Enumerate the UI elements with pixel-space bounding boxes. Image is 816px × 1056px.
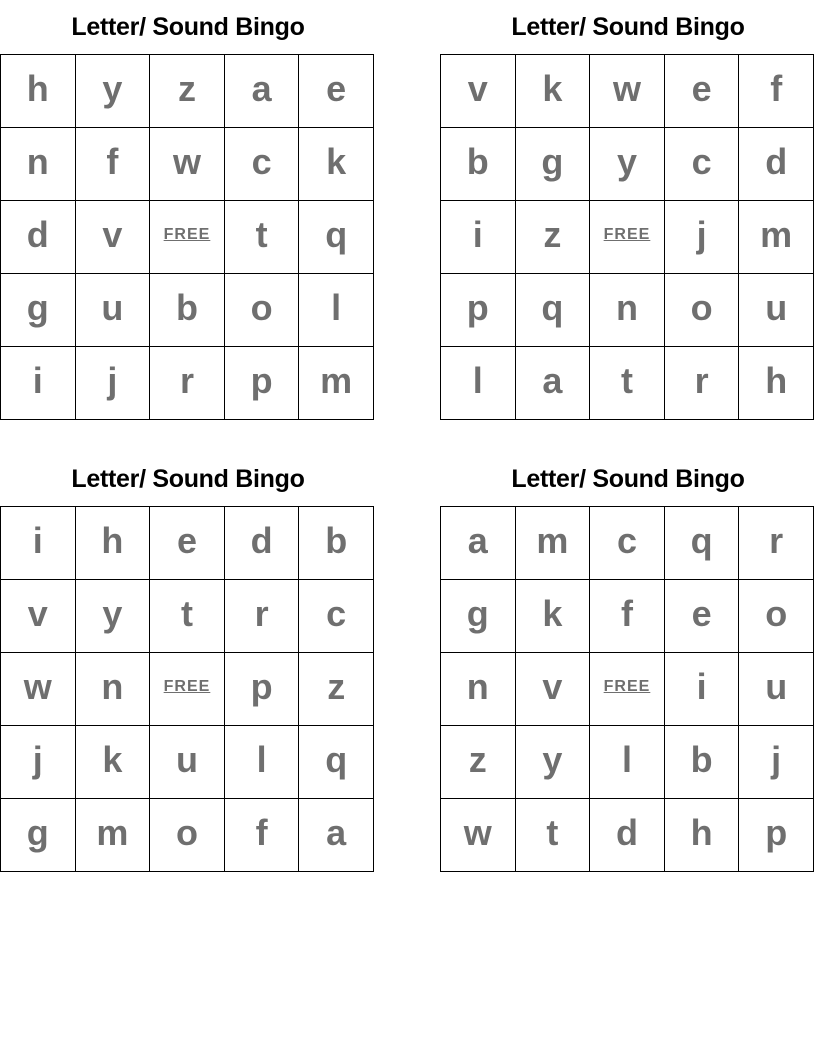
letter-cell: a [224,55,299,128]
grid-row [1,580,374,653]
letter-cell: l [224,726,299,799]
bingo-grid-body [1,507,374,872]
letter-cell: m [299,347,374,420]
letter-cell: z [441,726,516,799]
letter-cell: e [150,507,225,580]
letter-cell: j [739,726,814,799]
card-title: Letter/ Sound Bingo [511,13,745,41]
letter-cell: l [299,274,374,347]
letter-cell: n [441,653,516,726]
letter-cell: e [664,55,739,128]
bingo-grid [440,506,814,872]
letter-cell: o [150,799,225,872]
letter-cell: g [441,580,516,653]
letter-cell: h [75,507,150,580]
letter-cell: u [739,274,814,347]
free-cell: FREE [590,201,665,274]
letter-cell: r [150,347,225,420]
letter-cell: f [224,799,299,872]
letter-cell: p [224,347,299,420]
grid-row [441,653,814,726]
letter-cell: e [664,580,739,653]
letter-cell: t [150,580,225,653]
letter-cell: d [590,799,665,872]
card-title: Letter/ Sound Bingo [511,465,745,493]
grid-row [441,726,814,799]
grid-row [1,799,374,872]
letter-cell: r [664,347,739,420]
letter-cell: e [299,55,374,128]
letter-cell: y [75,580,150,653]
letter-cell: j [664,201,739,274]
letter-cell: i [664,653,739,726]
letter-cell: y [590,128,665,201]
letter-cell: i [1,507,76,580]
letter-cell: m [75,799,150,872]
free-cell: FREE [150,653,225,726]
grid-row [441,128,814,201]
grid-row [1,653,374,726]
letter-cell: b [150,274,225,347]
letter-cell: d [1,201,76,274]
letter-cell: q [515,274,590,347]
letter-cell: f [75,128,150,201]
grid-row [441,201,814,274]
letter-cell: z [299,653,374,726]
grid-row [1,507,374,580]
letter-cell: w [150,128,225,201]
letter-cell: v [441,55,516,128]
letter-cell: u [739,653,814,726]
letter-cell: v [515,653,590,726]
letter-cell: v [1,580,76,653]
grid-row [441,55,814,128]
letter-cell: f [739,55,814,128]
letter-cell: o [739,580,814,653]
letter-cell: z [150,55,225,128]
letter-cell: i [441,201,516,274]
letter-cell: d [739,128,814,201]
grid-row [441,580,814,653]
grid-row [441,274,814,347]
letter-cell: m [515,507,590,580]
letter-cell: h [664,799,739,872]
letter-cell: c [299,580,374,653]
bingo-grid-body [441,507,814,872]
letter-cell: q [664,507,739,580]
card-title: Letter/ Sound Bingo [71,465,305,493]
letter-cell: n [75,653,150,726]
bingo-grid [0,54,374,420]
letter-cell: h [1,55,76,128]
card-title: Letter/ Sound Bingo [71,13,305,41]
letter-cell: l [441,347,516,420]
letter-cell: b [664,726,739,799]
letter-cell: n [590,274,665,347]
letter-cell: h [739,347,814,420]
letter-cell: k [299,128,374,201]
letter-cell: l [590,726,665,799]
letter-cell: m [739,201,814,274]
letter-cell: c [590,507,665,580]
bingo-card-bottom-left [0,466,376,872]
bingo-card-top-right [440,14,816,420]
letter-cell: i [1,347,76,420]
letter-cell: o [664,274,739,347]
letter-cell: f [590,580,665,653]
letter-cell: p [224,653,299,726]
grid-row [1,347,374,420]
letter-cell: g [1,274,76,347]
letter-cell: y [515,726,590,799]
letter-cell: r [739,507,814,580]
letter-cell: g [1,799,76,872]
letter-cell: g [515,128,590,201]
letter-cell: b [299,507,374,580]
letter-cell: q [299,726,374,799]
grid-row [1,128,374,201]
free-cell: FREE [150,201,225,274]
letter-cell: d [224,507,299,580]
letter-cell: t [515,799,590,872]
letter-cell: q [299,201,374,274]
letter-cell: w [441,799,516,872]
letter-cell: o [224,274,299,347]
letter-cell: p [739,799,814,872]
grid-row [1,274,374,347]
grid-row [441,347,814,420]
letter-cell: t [224,201,299,274]
letter-cell: w [1,653,76,726]
grid-row [1,726,374,799]
bingo-grid-body [441,55,814,420]
letter-cell: t [590,347,665,420]
letter-cell: y [75,55,150,128]
letter-cell: u [150,726,225,799]
letter-cell: k [75,726,150,799]
letter-cell: w [590,55,665,128]
bingo-grid [440,54,814,420]
letter-cell: r [224,580,299,653]
grid-row [1,201,374,274]
bingo-grid [0,506,374,872]
letter-cell: c [664,128,739,201]
bingo-card-bottom-right [440,466,816,872]
free-cell: FREE [590,653,665,726]
letter-cell: z [515,201,590,274]
letter-cell: c [224,128,299,201]
letter-cell: k [515,55,590,128]
letter-cell: j [1,726,76,799]
bingo-grid-body [1,55,374,420]
letter-cell: b [441,128,516,201]
grid-row [441,507,814,580]
letter-cell: a [299,799,374,872]
letter-cell: a [515,347,590,420]
letter-cell: v [75,201,150,274]
letter-cell: k [515,580,590,653]
bingo-card-top-left [0,14,376,420]
letter-cell: n [1,128,76,201]
grid-row [441,799,814,872]
letter-cell: a [441,507,516,580]
letter-cell: p [441,274,516,347]
grid-row [1,55,374,128]
letter-cell: u [75,274,150,347]
letter-cell: j [75,347,150,420]
